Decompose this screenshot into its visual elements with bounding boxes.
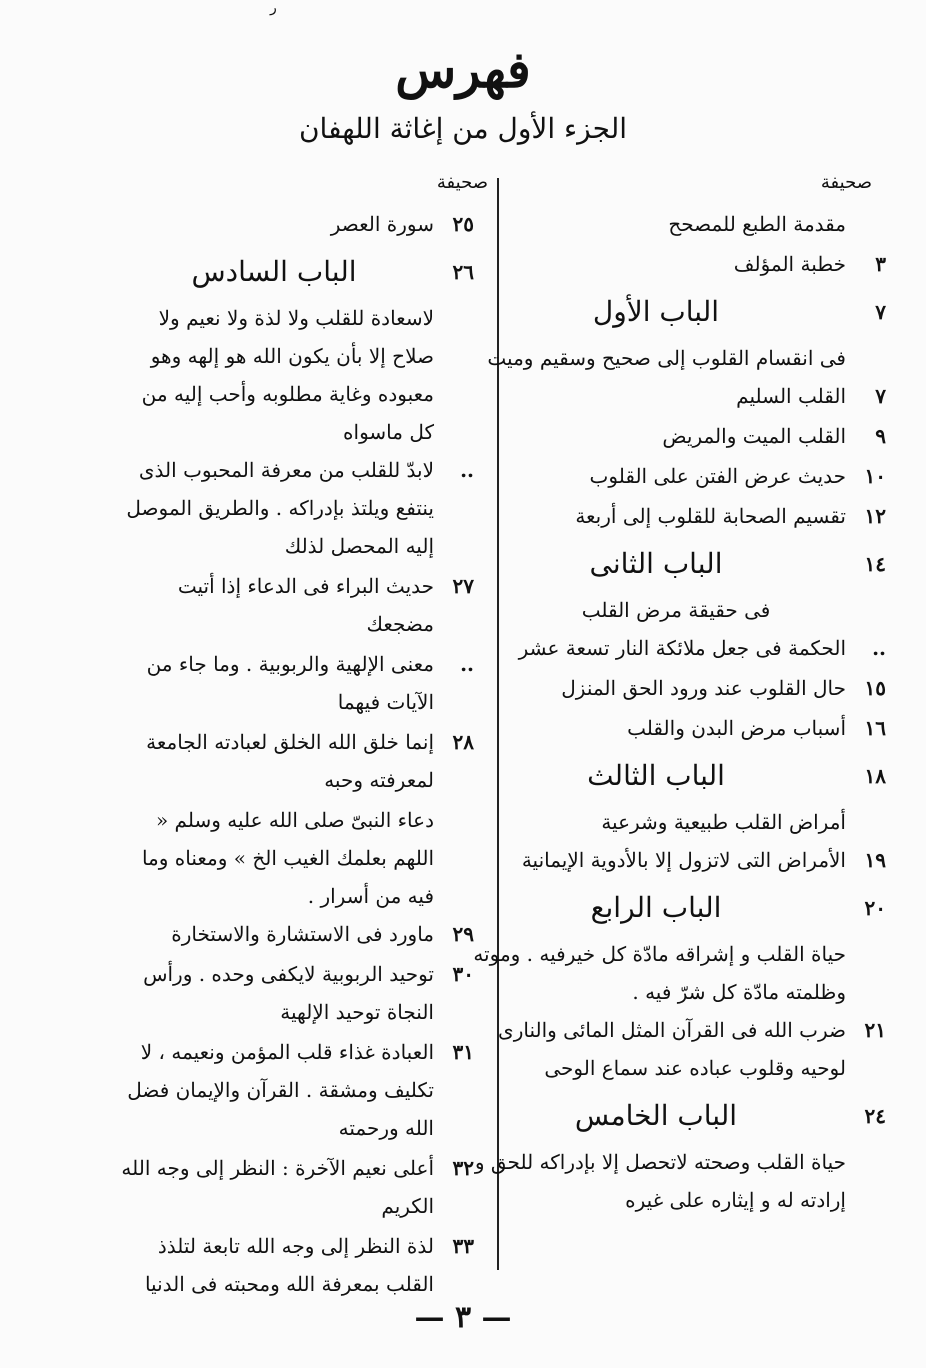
toc-subtitle: حياة القلب و إشراقه مادّة كل خيرفيه . وموته وظلمته مادّة كل شرّ فيه . xyxy=(473,942,846,1004)
toc-entry-text: حديث عرض الفتن على القلوب xyxy=(589,464,846,488)
toc-page-number: ٧ xyxy=(875,300,886,324)
toc-page-number: ٣٣ xyxy=(452,1234,474,1258)
toc-entry-text: خطبة المؤلف xyxy=(733,252,846,276)
toc-subtitle: دعاء النبىّ صلى الله عليه وسلم « اللهم بعلمك الغيب الخ » ومعناه وما فيه من أسرار . xyxy=(141,808,434,908)
toc-entry-text: الحكمة فى جعل ملائكة النار تسعة عشر xyxy=(518,636,846,660)
toc-entry-text: معنى الإلهية والربوبية . وما جاء من الآيات فيهما xyxy=(146,652,434,714)
toc-entry[interactable] xyxy=(114,1149,474,1225)
toc-chapter-title: الباب السادس xyxy=(191,255,357,288)
toc-page-number: ٧ xyxy=(875,384,886,408)
toc-subtitle: لاسعادة للقلب ولا لذة ولا نعيم ولا صلاح إلا بأن يكون الله هو إلهه وهو معبوده وغاية مطلوبه وأحب إليه من كل ماسواه xyxy=(141,306,434,444)
toc-page-number: ٢٩ xyxy=(452,922,474,946)
column-header-left: صحيفة xyxy=(436,172,488,193)
toc-entry[interactable] xyxy=(466,669,886,707)
toc-column-left xyxy=(114,205,474,1305)
page-title: فهرس xyxy=(395,40,531,99)
toc-entry[interactable] xyxy=(114,205,474,243)
toc-chapter-title: الباب الرابع xyxy=(590,891,722,924)
toc-chapter-title: الباب الخامس xyxy=(574,1099,738,1132)
toc-page-number: ٩ xyxy=(875,424,886,448)
toc-entry-text: الأمراض التى لاتزول إلا بالأدوية الإيمانية xyxy=(521,848,846,872)
toc-entry[interactable] xyxy=(114,1227,474,1303)
toc-entry-text: ضرب الله فى القرآن المثل المائى والنارى لوحيه وقلوب عباده عند سماع الوحى xyxy=(498,1018,846,1080)
toc-chapter[interactable] xyxy=(466,881,886,935)
toc-entry-text: القلب السليم xyxy=(736,384,846,408)
toc-entry[interactable] xyxy=(114,955,474,1031)
toc-page-number: .. xyxy=(460,652,474,676)
toc-page-number: ٣٢ xyxy=(452,1156,474,1180)
toc-page-number: ١٩ xyxy=(864,848,886,872)
toc-entry-text: لابدّ للقلب من معرفة المحبوب الذى ينتفع ويلتذ بإدراكه . والطريق الموصل إليه المحصل لذلك xyxy=(126,458,434,558)
toc-entry-text: أسباب مرض البدن والقلب xyxy=(627,716,846,740)
toc-page-number: ١٠ xyxy=(864,464,886,488)
toc-entry-text: مقدمة الطبع للمصحح xyxy=(668,212,846,236)
toc-entry[interactable] xyxy=(114,645,474,721)
toc-entry-text: توحيد الربوبية لايكفى وحده . ورأس النجاة توحيد الإلهية xyxy=(143,962,434,1024)
toc-page-number: ٢٦ xyxy=(452,260,474,284)
toc-page-number: ١٦ xyxy=(864,716,886,740)
toc-subtitle: حياة القلب وصحته لاتحصل إلا بإدراكه للحق و إرادته له و إيثاره على غيره xyxy=(474,1150,846,1212)
top-mark: ر xyxy=(270,0,277,16)
toc-entry-text: ماورد فى الاستشارة والاستخارة xyxy=(171,922,434,946)
toc-page-number: ١٤ xyxy=(864,552,886,576)
toc-page-number: ٢١ xyxy=(864,1018,886,1042)
toc-entry-text: تقسيم الصحابة للقلوب إلى أربعة xyxy=(575,504,846,528)
toc-page-number: ٣٠ xyxy=(452,962,474,986)
toc-chapter[interactable] xyxy=(466,537,886,591)
toc-page-number: .. xyxy=(872,636,886,660)
toc-entry-text: إنما خلق الله الخلق لعبادته الجامعة لمعرفته وحبه xyxy=(146,730,434,792)
toc-page-number: ٢٧ xyxy=(452,574,474,598)
toc-subtitle: أمراض القلب طبيعية وشرعية xyxy=(601,810,846,834)
page-subtitle: الجزء الأول من إغاثة اللهفان xyxy=(298,112,628,145)
toc-page-number: ١٢ xyxy=(864,504,886,528)
toc-entry-text: العبادة غذاء قلب المؤمن ونعيمه ، لا تكليف ومشقة . القرآن والإيمان فضل الله ورحمته xyxy=(127,1040,434,1140)
toc-entry-text: أعلى نعيم الآخرة : النظر إلى وجه الله الكريم xyxy=(121,1156,434,1218)
toc-chapter-title: الباب الثالث xyxy=(587,759,725,792)
toc-entry[interactable] xyxy=(466,629,886,667)
toc-entry[interactable] xyxy=(466,205,886,243)
toc-entry[interactable] xyxy=(114,915,474,953)
toc-entry-text: حال القلوب عند ورود الحق المنزل xyxy=(561,676,846,700)
toc-chapter-title: الباب الثانى xyxy=(589,547,723,580)
toc-entry-text: سورة العصر xyxy=(330,212,434,236)
toc-entry-text: القلب الميت والمريض xyxy=(662,424,846,448)
toc-page-number: ١٨ xyxy=(864,764,886,788)
toc-page-number: .. xyxy=(460,458,474,482)
toc-column-right xyxy=(466,205,886,1219)
toc-page-number: ٣ xyxy=(875,252,886,276)
toc-subtitle: فى حقيقة مرض القلب xyxy=(581,598,771,622)
toc-entry-text: حديث البراء فى الدعاء إذا أتيت مضجعك xyxy=(177,574,434,636)
toc-entry[interactable] xyxy=(466,1011,886,1087)
toc-page-number: ٢٠ xyxy=(864,896,886,920)
toc-page-number: ٢٥ xyxy=(452,212,474,236)
toc-entry[interactable] xyxy=(114,451,474,565)
toc-entry-text: لذة النظر إلى وجه الله تابعة لتلذذ القلب بمعرفة الله ومحبته فى الدنيا xyxy=(144,1234,434,1296)
toc-entry[interactable] xyxy=(466,417,886,455)
toc-entry[interactable] xyxy=(466,245,886,283)
toc-entry[interactable] xyxy=(114,723,474,799)
toc-chapter[interactable] xyxy=(466,749,886,803)
column-header-right: صحيفة xyxy=(820,172,872,193)
toc-page-number: ١٥ xyxy=(864,676,886,700)
toc-page-number: ٣١ xyxy=(452,1040,474,1064)
toc-page-number: ٢٨ xyxy=(452,730,474,754)
toc-entry[interactable] xyxy=(466,457,886,495)
toc-entry[interactable] xyxy=(466,497,886,535)
toc-chapter[interactable] xyxy=(466,285,886,339)
toc-entry[interactable] xyxy=(466,709,886,747)
toc-chapter[interactable] xyxy=(466,1089,886,1143)
toc-entry[interactable] xyxy=(466,841,886,879)
toc-page-number: ٢٤ xyxy=(864,1104,886,1128)
toc-entry[interactable] xyxy=(466,377,886,415)
toc-entry[interactable] xyxy=(114,567,474,643)
toc-chapter-title: الباب الأول xyxy=(592,295,720,328)
toc-chapter[interactable] xyxy=(114,245,474,299)
page-number: — ٣ — xyxy=(414,1300,512,1335)
toc-entry[interactable] xyxy=(114,1033,474,1147)
toc-subtitle: فى انقسام القلوب إلى صحيح وسقيم وميت xyxy=(487,346,846,370)
